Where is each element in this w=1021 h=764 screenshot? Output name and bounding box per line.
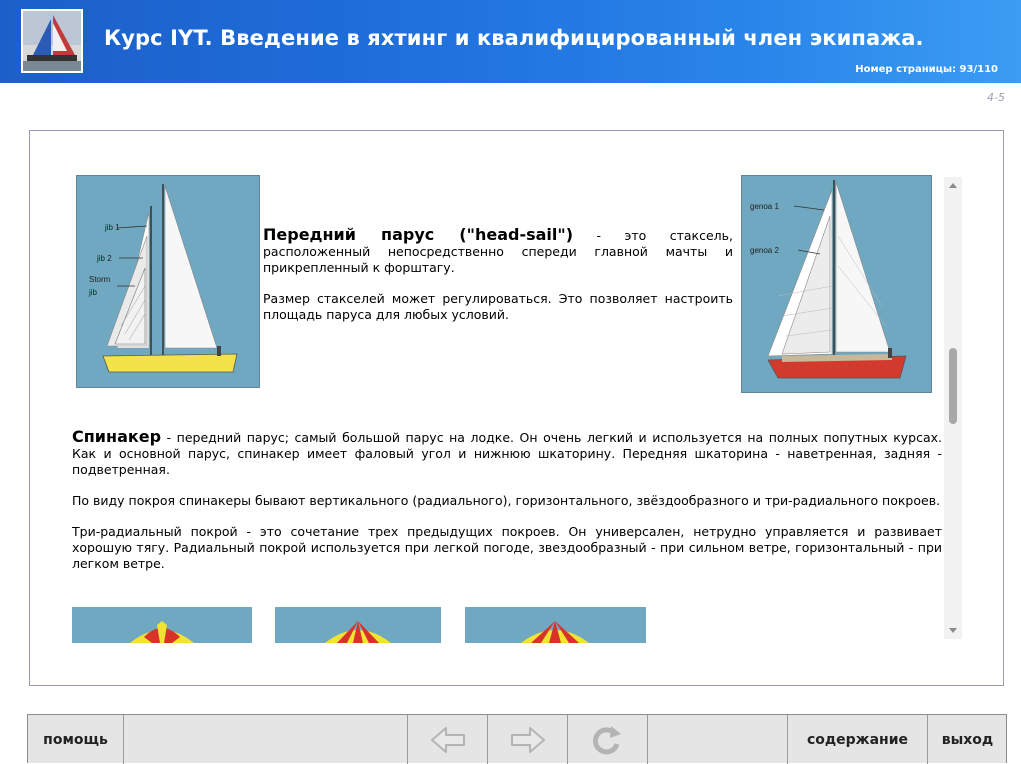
jib2-label: jib 2 [97,254,112,263]
scroll-down-arrow-icon[interactable] [949,628,957,633]
genoa-sails-figure [741,175,932,393]
headsail-description [263,227,733,323]
page-code: 4-5 [987,91,1005,104]
page-counter: Номер страницы: 93/110 [855,64,998,75]
help-button[interactable]: помощь [28,715,124,764]
genoa2-label: genoa 2 [750,246,779,255]
footer-navigation [27,714,1007,763]
contents-button[interactable]: содержание [788,715,928,764]
spinnaker-star-image [275,607,441,643]
headsail-term: Передний парус ("head-sail") [263,225,574,244]
exit-button[interactable]: выход [941,731,994,748]
spinnaker-description [72,429,942,572]
header-bar [0,0,1021,83]
course-logo [21,9,83,73]
back-button[interactable] [408,715,488,764]
reload-icon [591,724,625,756]
content-scrollbar[interactable] [944,177,962,639]
arrow-right-icon [508,725,548,755]
spinnaker-paragraph-2: По виду покроя спинакеры бывают вертикального (радиального), горизонтального, звёздообразного и три-радиального покроев. [72,493,941,508]
arrow-left-icon [428,725,468,755]
content-viewport [30,131,952,643]
forward-button[interactable] [488,715,568,764]
spinnaker-paragraph-3: Три-радиальный покрой - это сочетание трех предыдущих покроев. Он универсален, нетрудно управляется и развивает хорошую тягу. Радиальный покрой используется при легкой погоде, звездообразный - при сильном ветре, горизонтальный - при легком ветре. [72,524,942,571]
jib1-label: jib 1 [105,223,120,232]
content-frame [29,130,1004,686]
spinnaker-radial-image [72,607,252,643]
headsail-definition: - это стаксель, расположенный непосредственно спереди главной мачты и прикрепленный к форштагу. [263,228,733,275]
spinnaker-term: Спинакер [72,427,162,446]
genoa1-label: genoa 1 [750,202,779,211]
course-title: Курс IYT. Введение в яхтинг и квалифицированный член экипажа. [104,26,924,50]
footer-spacer [124,715,408,764]
storm-label: Storm [89,275,111,284]
scroll-thumb[interactable] [949,348,957,424]
headsail-paragraph-2: Размер стакселей может регулироваться. Это позволяет настроить площадь паруса для любых условий. [263,291,733,322]
storm-jib-label: jib [89,288,98,297]
spinnaker-definition: - передний парус; самый большой парус на лодке. Он очень легкий и используется на полных попутных курсах. Как и основной парус, спинакер имеет фаловый угол и нижнюю шкаторину. Передняя шкаторина - наветренная, задняя - подветренная. [72,430,942,477]
footer-spacer [648,715,788,764]
reload-button[interactable] [568,715,648,764]
spinnaker-triradial-image [465,607,646,643]
scroll-up-arrow-icon[interactable] [949,183,957,188]
jib-sails-figure [76,175,260,388]
